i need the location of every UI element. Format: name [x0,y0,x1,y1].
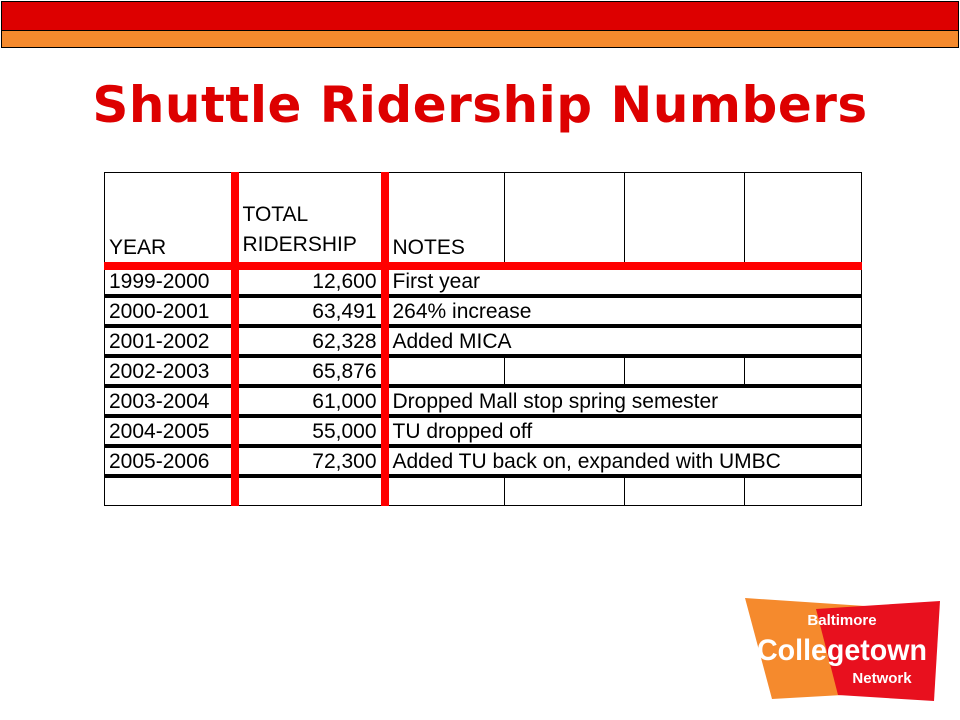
header-year: YEAR [105,173,235,266]
empty-cell [625,476,745,506]
table-row [105,446,862,476]
notes-text: Dropped Mall stop spring semester [392,389,719,413]
header-total-ridership: TOTAL RIDERSHIP [235,173,385,266]
header-empty-cell [625,173,745,266]
ridership-cell: 62,328 [235,326,385,356]
notes-cell [385,296,862,326]
notes-cell [385,446,862,476]
ridership-cell: 55,000 [235,416,385,446]
ridership-table [104,172,862,506]
table-row [105,416,862,446]
empty-cell [745,356,862,386]
header-empty-cell [505,173,625,266]
empty-cell [745,476,862,506]
notes-cell [385,356,505,386]
ridership-table-wrap [104,172,861,567]
ridership-cell: 61,000 [235,386,385,416]
notes-cell [385,386,862,416]
table-row [105,356,862,386]
collegetown-logo [742,595,942,705]
table-row [105,296,862,326]
notes-cell [385,266,862,296]
logo-line-3: Network [852,670,912,687]
year-cell: 2004-2005 [105,416,235,446]
notes-text: Added MICA [392,329,512,353]
notes-cell [385,476,505,506]
year-cell [105,476,235,506]
empty-cell [505,356,625,386]
empty-cell [505,476,625,506]
table-row [105,476,862,506]
notes-cell [385,326,862,356]
ridership-cell: 63,491 [235,296,385,326]
empty-cell [625,356,745,386]
header-empty-cell [745,173,862,266]
notes-cell [385,416,862,446]
ridership-cell [235,476,385,506]
notes-text: TU dropped off [392,419,533,443]
year-cell: 2002-2003 [105,356,235,386]
table-row [105,266,862,296]
table-row [105,386,862,416]
notes-text: Added TU back on, expanded with UMBC [392,449,781,473]
slide-title: Shuttle Ridership Numbers [92,76,868,134]
table-row [105,326,862,356]
logo-line-1: Baltimore [807,612,877,629]
year-cell: 2000-2001 [105,296,235,326]
ridership-cell: 65,876 [235,356,385,386]
table-header-row [105,173,862,266]
ridership-cell: 12,600 [235,266,385,296]
notes-text: First year [392,269,481,293]
year-cell: 2003-2004 [105,386,235,416]
logo-line-2: Collegetown [757,634,927,667]
ridership-cell: 72,300 [235,446,385,476]
year-cell: 1999-2000 [105,266,235,296]
header-notes: NOTES [385,173,505,266]
top-banner-red [1,1,959,31]
notes-text: 264% increase [392,299,532,323]
year-cell: 2005-2006 [105,446,235,476]
year-cell: 2001-2002 [105,326,235,356]
top-banner-orange [1,31,959,48]
